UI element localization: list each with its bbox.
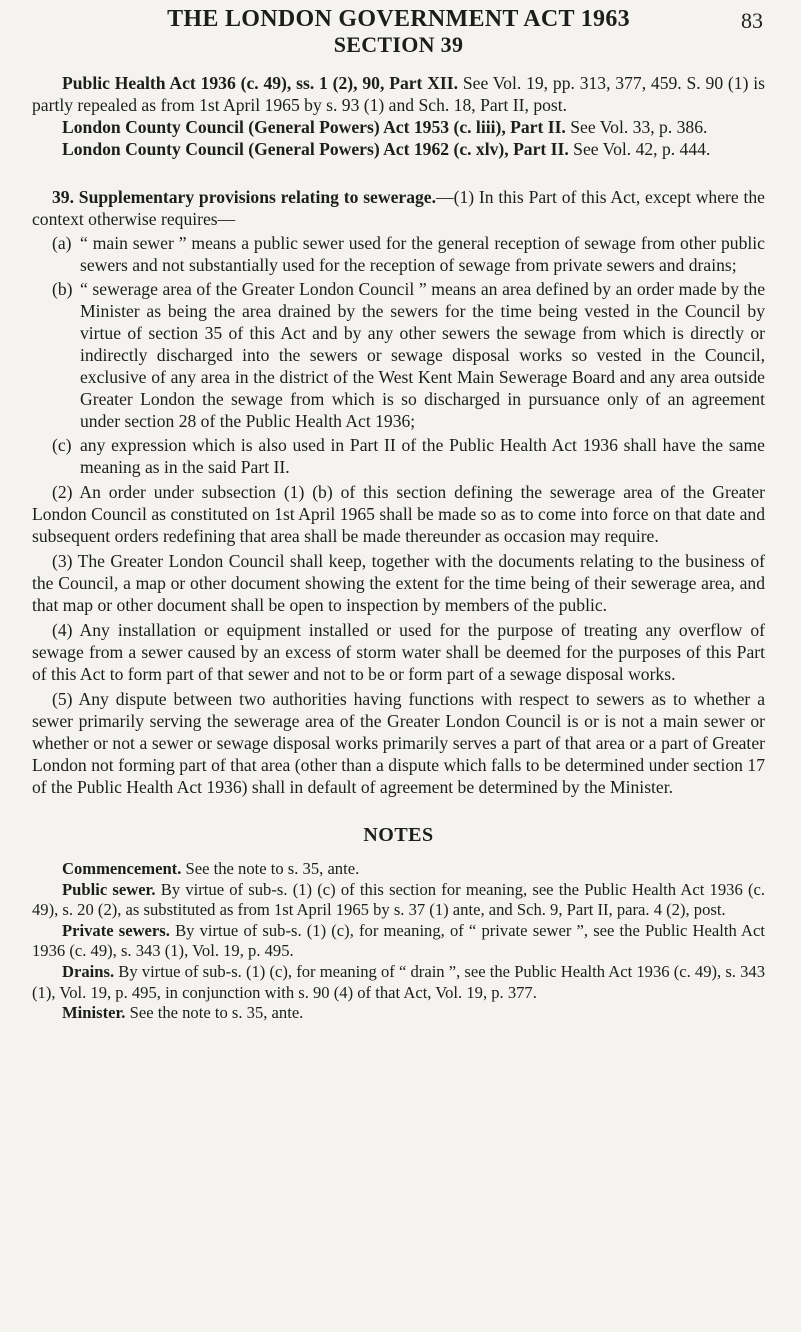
note-entry: [32, 962, 765, 1003]
section-39: [32, 186, 765, 798]
note-entry: [32, 1003, 765, 1024]
note-term: Drains.: [62, 961, 115, 981]
definition-text: “ main sewer ” means a public sewer used for the general reception of sewage from other public sewers and not substantially used for the reception of sewage from private sewers and drains;: [80, 233, 765, 275]
reference-paragraph: [32, 116, 765, 138]
note-text: By virtue of sub-s. (1) (c), for meaning of “ drain ”, see the Public Health Act 1936 (c. 49), s. 343 (1), Vol. 19, p. 495, in conjunction with s. 90 (4) of that Act, Vol. 19, p. 377.: [32, 961, 765, 1002]
notes-heading: NOTES: [363, 824, 434, 846]
reference-lead: London County Council (General Powers) Act 1953 (c. liii), Part II.: [62, 117, 566, 137]
note-text: See the note to s. 35, ante.: [125, 1003, 304, 1023]
definition-text: any expression which is also used in Part II of the Public Health Act 1936 shall have the same meaning as in the said Part II.: [80, 435, 765, 477]
running-title: THE LONDON GOVERNMENT ACT 1963: [167, 6, 630, 32]
note-entry: [32, 880, 765, 921]
section-39-lead: [32, 186, 765, 230]
section-39-intro: —(1) In this Part of this Act, except where the context otherwise requires—: [32, 187, 765, 229]
reference-paragraph: [32, 72, 765, 116]
definition-label: (c): [52, 435, 72, 455]
note-entry: [32, 859, 765, 880]
note-term: Private sewers.: [62, 920, 170, 940]
note-entry: [32, 921, 765, 962]
note-text: See the note to s. 35, ante.: [181, 859, 360, 878]
reference-text: See Vol. 33, p. 386.: [565, 117, 708, 137]
definition-label: (b): [52, 279, 73, 299]
note-text: By virtue of sub-s. (1) (c), for meaning, of “ private sewer ”, see the Public Health Act 1936 (c. 49), s. 343 (1), Vol. 19, p. 495.: [32, 920, 765, 961]
subsection-paragraph: (2) An order under subsection (1) (b) of this section defining the sewerage area of the Greater London Council as constituted on 1st April 1965 shall be made so as to come into force on that date and subsequent orders redefining that area shall be made thereunder as occasion may require.: [32, 482, 765, 546]
definition-text: “ sewerage area of the Greater London Council ” means an area defined by an order made by the Minister as being the area drained by the sewers for the time being vested in the Council by virtue of section 35 of this Act and by any other sewers the sewage from which is directly or indirectly discharged into the sewers or sewage disposal works so vested in the Council, exclusive of any area in the district of the West Kent Main Sewerage Board and any area outside Greater London the sewage from which is so discharged in pursuance only of an agreement under section 28 of the Public Health Act 1936;: [80, 279, 765, 431]
note-term: Commencement.: [62, 859, 182, 878]
definition-item: [32, 232, 765, 276]
subsection-paragraph: (3) The Greater London Council shall keep, together with the documents relating to the business of the Council, a map or other document showing the extent for the time being of their sewerage area, and that map or other document shall be open to inspection by members of the public.: [32, 551, 765, 615]
definition-item: [32, 434, 765, 478]
cross-references: [32, 72, 765, 160]
page-number: 83: [741, 8, 763, 33]
subsection-paragraph: (4) Any installation or equipment installed or used for the purpose of treating any overflow of sewage from a sewer caused by an excess of storm water shall be deemed for the purposes of this Part of this Act to form part of that sewer and not to be or form part of a sewage disposal works.: [32, 620, 765, 684]
definition-label: (a): [52, 233, 72, 253]
note-term: Public sewer.: [62, 879, 156, 899]
definition-item: [32, 278, 765, 432]
section-39-heading: 39. Supplementary provisions relating to sewerage.: [52, 187, 436, 207]
subsection-paragraph: (5) Any dispute between two authorities having functions with respect to sewers as to whether a sewer primarily serving the sewerage area of the Greater London Council is or is not a main sewer or whether or not a sewer or sewage disposal works primarily serves a part of that area or a part of Greater London not forming part of that area (other than a dispute which falls to be determined under section 17 of the Public Health Act 1936) shall in default of agreement be determined by the Minister.: [32, 689, 765, 797]
note-text: By virtue of sub-s. (1) (c) of this section for meaning, see the Public Health Act 1936 (c. 49), s. 20 (2), as substituted as from 1st April 1965 by s. 37 (1) ante, and Sch. 9, Part II, para. 4 (2), post.: [32, 879, 765, 920]
reference-text: See Vol. 19, pp. 313, 377, 459. S. 90 (1) is partly repealed as from 1st April 1965 by s. 93 (1) and Sch. 18, Part II, post.: [32, 73, 765, 115]
notes-list: [32, 859, 765, 1024]
reference-text: See Vol. 42, p. 444.: [568, 139, 711, 159]
section-title: SECTION 39: [333, 32, 464, 57]
page-header: [32, 0, 765, 58]
note-term: Minister.: [62, 1003, 126, 1023]
reference-paragraph: [32, 138, 765, 160]
reference-lead: Public Health Act 1936 (c. 49), ss. 1 (2), 90, Part XII.: [62, 73, 459, 93]
reference-lead: London County Council (General Powers) Act 1962 (c. xlv), Part II.: [62, 139, 569, 159]
